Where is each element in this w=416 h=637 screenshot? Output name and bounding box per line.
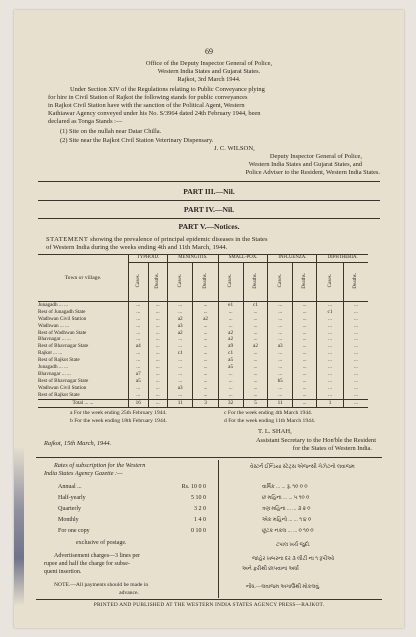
table-row	[38, 343, 368, 350]
payment-note: NOTE.—All payments should be made in	[54, 582, 149, 588]
value-cell: ...	[168, 378, 193, 385]
value-cell: ...	[148, 364, 168, 371]
value-cell: ...	[268, 330, 292, 337]
footnote: a For the week ending 25th February 1944.	[70, 410, 167, 416]
value-cell: a5	[129, 378, 149, 385]
value-cell: ...	[317, 392, 343, 399]
value-cell: ...	[218, 378, 243, 385]
value-cell: ...	[292, 330, 316, 337]
value-cell: ...	[317, 385, 343, 392]
value-cell: e1	[218, 301, 243, 308]
rate-label: For one copy	[58, 528, 90, 534]
value-cell: ...	[193, 364, 218, 371]
value-cell: c1	[243, 301, 268, 308]
value-cell: ...	[243, 336, 268, 343]
disease-header: SMALL-POX.	[218, 255, 268, 263]
town-cell: Junagadh ... ...	[38, 364, 129, 371]
office-line: Office of the Deputy Inspector General of Police,	[145, 60, 273, 67]
value-cell: ...	[218, 309, 243, 316]
value-cell: ...	[193, 330, 218, 337]
signatory-title: Police Adviser to the Resident, Western India States.	[245, 169, 380, 176]
town-cell: Wadhwan ... ...	[38, 323, 129, 330]
gujarati-line: એક મહિનો ... ... ૧ ૪ ૦	[262, 517, 312, 523]
disease-header: MENINGITIS.	[168, 255, 219, 263]
table-row	[38, 350, 368, 357]
signatory-name: J. C. WILSON,	[214, 145, 255, 152]
statement-lead: STATEMENT	[46, 236, 89, 243]
value-cell: ...	[129, 301, 149, 308]
rate-value: 1 4 0	[194, 517, 206, 523]
town-cell: Rest of Junagadh State	[38, 309, 129, 316]
value-cell: ...	[353, 329, 358, 336]
value-cell: ...	[353, 364, 358, 371]
value-cell: c1	[168, 350, 193, 357]
value-cell: ...	[193, 357, 218, 364]
value-cell: ...	[292, 343, 316, 350]
value-cell: a9	[218, 343, 243, 350]
table-row	[38, 301, 368, 308]
value-cell: ...	[243, 350, 268, 357]
gazette-page	[14, 10, 404, 628]
value-cell: ...	[243, 323, 268, 330]
part-four-heading: PART IV.—Nil.	[183, 205, 235, 214]
epidemic-table	[38, 254, 368, 408]
value-cell: ...	[243, 357, 268, 364]
footnote: c For the week ending 4th March 1944.	[224, 410, 313, 416]
table-body	[38, 301, 368, 399]
value-cell: ...	[148, 378, 168, 385]
value-cell: ...	[292, 323, 316, 330]
value-cell: ...	[292, 385, 316, 392]
deaths-subheader: Deaths.	[301, 272, 308, 289]
gujarati-line: નોંધ.—લવાજમ અગાઉથી મોકલવું.	[246, 584, 321, 590]
page-number: 69	[205, 47, 213, 56]
value-cell: ...	[353, 391, 358, 398]
advert-line: quent insertion.	[44, 569, 82, 575]
value-cell: ...	[353, 308, 358, 315]
signatory-title: Western India States and Gujarat States, and	[248, 161, 362, 168]
value-cell: ...	[129, 330, 149, 337]
value-cell: a3	[168, 385, 193, 392]
statement-sig-title: Assistant Secretary to the Hon'ble the Resident	[255, 437, 376, 444]
notice-line: for hire in Civil Station of Rajkot the following stands for public conveyances	[48, 94, 248, 101]
value-cell: ...	[168, 392, 193, 399]
value-cell: ...	[129, 357, 149, 364]
value-cell: ...	[317, 350, 343, 357]
value-cell: ...	[268, 350, 292, 357]
town-cell: Wadhwan Civil Station	[38, 316, 129, 323]
value-cell: ...	[129, 385, 149, 392]
notice-line: in Rajkot Civil Station have with the sanction of the Political Agent, Western	[48, 102, 245, 109]
value-cell: ...	[168, 336, 193, 343]
value-cell: a2	[218, 330, 243, 337]
divider	[38, 218, 380, 219]
value-cell: ...	[129, 309, 149, 316]
gujarati-line: જાહેર ખબરના દર ૩ લીટી ના ૧ રૂપીઓ	[252, 556, 335, 562]
notice-item: (2) Site near the Rajkot Civil Station Veterinary Dispensary.	[60, 137, 214, 144]
cases-subheader: Cases.	[227, 273, 234, 288]
divider	[38, 200, 380, 201]
value-cell: ...	[292, 350, 316, 357]
value-cell: ...	[129, 350, 149, 357]
cases-subheader: Cases.	[134, 273, 141, 288]
value-cell: ...	[148, 357, 168, 364]
total-cell: 5	[243, 399, 268, 407]
rate-label: Monthly	[58, 517, 79, 523]
value-cell: ...	[193, 309, 218, 316]
value-cell: ...	[193, 392, 218, 399]
notice-line: Kathiawar Agency conveyed under his No. S/3964 dated 24th February 1944, been	[48, 110, 261, 117]
value-cell: c1	[218, 350, 243, 357]
total-cell: 3	[193, 399, 218, 407]
notice-line: Under Section XIV of the Regulations relating to Public Conveyance plying	[70, 86, 265, 93]
value-cell: ...	[129, 316, 149, 323]
town-cell: Bhavnagar ... ...	[38, 336, 129, 343]
value-cell: ...	[317, 330, 343, 337]
value-cell: ...	[148, 330, 168, 337]
table-row	[38, 378, 368, 385]
statement-text: of Western India during the weeks ending 4th and 11th March, 1944.	[46, 244, 228, 251]
value-cell: ...	[317, 343, 343, 350]
value-cell: ...	[193, 336, 218, 343]
value-cell: ...	[268, 392, 292, 399]
value-cell: ...	[168, 301, 193, 308]
value-cell: a5	[218, 357, 243, 364]
total-cell: ...	[148, 399, 168, 407]
table-row	[38, 371, 368, 378]
total-cell: 1	[317, 399, 343, 407]
rate-label: Half-yearly	[58, 495, 86, 501]
value-cell: ...	[148, 309, 168, 316]
value-cell: ...	[148, 385, 168, 392]
table-row	[38, 385, 368, 392]
value-cell: ...	[353, 322, 358, 329]
value-cell: ...	[148, 336, 168, 343]
value-cell: a4	[129, 343, 149, 350]
ink-stain	[14, 446, 24, 606]
total-cell: 11	[268, 399, 292, 407]
value-cell: ...	[268, 301, 292, 308]
rates-title: Rates of subscription for the Western	[54, 462, 146, 469]
exclusive-note: exclusive of postage.	[76, 540, 127, 546]
printer-line: PRINTED AND PUBLISHED AT THE WESTERN INDIA STATES AGENCY PRESS—RAJKOT.	[93, 602, 325, 608]
rate-value: Rs. 10 0 0	[181, 484, 206, 490]
value-cell: ...	[193, 343, 218, 350]
value-cell: ...	[353, 315, 358, 322]
value-cell: ...	[268, 357, 292, 364]
town-cell: Rest of Rajkot State	[38, 357, 129, 364]
table-row	[38, 357, 368, 364]
value-cell: a3	[268, 343, 292, 350]
value-cell: ...	[129, 336, 149, 343]
value-cell: ...	[353, 350, 358, 357]
deaths-subheader: Deaths.	[352, 272, 359, 289]
value-cell: ...	[292, 378, 316, 385]
statement-intro	[46, 236, 268, 244]
rate-value: 5 10 0	[191, 495, 206, 501]
value-cell: ...	[243, 392, 268, 399]
value-cell: ...	[353, 377, 358, 384]
statement-place-date: Rajkot, 15th March, 1944.	[44, 440, 112, 447]
town-cell: Rest of Wadhwan State	[38, 330, 129, 337]
payment-note: advance.	[119, 590, 139, 596]
value-cell: ...	[292, 357, 316, 364]
town-cell: Bhavnagar ... ...	[38, 371, 129, 378]
value-cell: ...	[129, 364, 149, 371]
part-three-heading: PART III.—Nil.	[183, 187, 235, 196]
value-cell: ...	[268, 385, 292, 392]
rate-value: 0 10 0	[191, 528, 206, 534]
value-cell: ...	[148, 343, 168, 350]
value-cell: a2	[193, 316, 218, 323]
value-cell: ...	[353, 343, 358, 350]
value-cell: ...	[317, 378, 343, 385]
value-cell: ...	[317, 357, 343, 364]
value-cell: a2	[218, 336, 243, 343]
disease-header: INFLUENZA.	[268, 255, 317, 263]
total-cell: ...	[353, 399, 358, 406]
value-cell: ...	[193, 301, 218, 308]
value-cell: ...	[353, 357, 358, 364]
total-label: Total ... ...	[38, 399, 129, 407]
value-cell: ...	[268, 336, 292, 343]
rates-title: India States Agency Gazette :—	[44, 470, 123, 477]
value-cell: ...	[317, 323, 343, 330]
region-line: Western India States and Gujarat States.	[157, 68, 261, 75]
cases-subheader: Cases.	[176, 273, 183, 288]
gujarati-line: વાર્ષિક ... ... રૂ. ૧૦ ૦ ૦	[262, 484, 308, 490]
value-cell: c1	[317, 309, 343, 316]
value-cell: ...	[268, 371, 292, 378]
deaths-subheader: Deaths.	[154, 272, 161, 289]
value-cell: ...	[243, 371, 268, 378]
value-cell: ...	[292, 371, 316, 378]
deaths-subheader: Deaths.	[202, 272, 209, 289]
value-cell: ...	[193, 350, 218, 357]
value-cell: ...	[168, 364, 193, 371]
value-cell: ...	[168, 343, 193, 350]
value-cell: ...	[148, 392, 168, 399]
value-cell: ...	[268, 316, 292, 323]
value-cell: ...	[148, 371, 168, 378]
value-cell: ...	[243, 364, 268, 371]
value-cell: ...	[268, 364, 292, 371]
value-cell: ...	[268, 323, 292, 330]
footnote: d For the week ending 11th March 1944.	[224, 418, 316, 424]
town-cell: Rest of Bhavnagar State	[38, 378, 129, 385]
gujarati-line: ત્રણ મહિના ... ... ૩ ૨ ૦	[262, 506, 311, 512]
value-cell: a2	[168, 330, 193, 337]
value-cell: ...	[292, 301, 316, 308]
footnote: b For the week ending 18th February 1944.	[70, 418, 167, 424]
value-cell: ...	[243, 385, 268, 392]
value-cell: ...	[148, 316, 168, 323]
disease-header: TYPHOID.	[129, 255, 168, 263]
value-cell: ...	[193, 385, 218, 392]
value-cell: a2	[243, 343, 268, 350]
value-cell: ...	[317, 371, 343, 378]
town-cell: Junagadh ... ...	[38, 301, 129, 308]
table-row	[38, 309, 368, 316]
value-cell: ...	[168, 371, 193, 378]
column-divider	[218, 460, 219, 598]
value-cell: ...	[243, 330, 268, 337]
table-row	[38, 323, 368, 330]
value-cell: ...	[292, 316, 316, 323]
town-cell: Rest of Bhavnagar State	[38, 343, 129, 350]
gujarati-line: ટપાલ ખર્ચ જુદો.	[276, 542, 311, 548]
value-cell: ...	[243, 309, 268, 316]
value-cell: ...	[317, 301, 343, 308]
value-cell: ...	[129, 392, 149, 399]
value-cell: a7	[129, 371, 149, 378]
advert-line: rupee and half the charge for subse-	[44, 561, 130, 567]
disease-header: DIPHTHERIA.	[317, 255, 368, 263]
value-cell: ...	[148, 350, 168, 357]
value-cell: ...	[168, 309, 193, 316]
notice-line: declared as Tonga Stands :—	[48, 118, 123, 125]
statement-signatory: T. L. SHAH,	[258, 428, 292, 435]
value-cell: ...	[292, 309, 316, 316]
value-cell: ...	[353, 301, 358, 308]
signatory-title: Deputy Inspector General of Police,	[269, 153, 362, 160]
value-cell: ...	[317, 316, 343, 323]
value-cell: ...	[268, 309, 292, 316]
town-cell: Rest of Rajkot State	[38, 392, 129, 399]
value-cell: ...	[148, 323, 168, 330]
value-cell: ...	[243, 316, 268, 323]
town-header: Town or village.	[38, 255, 129, 302]
town-cell: Wadhwan Civil Station	[38, 385, 129, 392]
value-cell: ...	[243, 378, 268, 385]
divider	[38, 181, 380, 182]
part-five-heading: PART V.—Notices.	[178, 222, 240, 231]
table-row	[38, 316, 368, 323]
value-cell: ...	[193, 371, 218, 378]
value-cell: ...	[218, 323, 243, 330]
statement-text: showing the prevalence of principal epidemic diseases in the States	[90, 236, 268, 243]
total-cell: 11	[168, 399, 193, 407]
gujarati-line: છ મહિના ... ... ૫ ૧૦ ૦	[262, 495, 310, 501]
rate-label: Annual ...	[58, 484, 82, 490]
value-cell: ...	[168, 357, 193, 364]
gujarati-line: છૂટક નકલ ... ... ૦ ૧૦ ૦	[262, 528, 314, 534]
value-cell: ...	[218, 392, 243, 399]
town-cell: Rajkot ... ...	[38, 350, 129, 357]
total-row	[38, 399, 368, 407]
table-row	[38, 392, 368, 399]
value-cell: ...	[148, 301, 168, 308]
value-cell: ...	[353, 384, 358, 391]
advert-line: Advertisement charges—3 lines per	[54, 553, 141, 559]
notice-item: (1) Site on the nullah near Datar Chilla.	[60, 128, 162, 135]
table-row	[38, 364, 368, 371]
statement-sig-title: for the States of Western India.	[292, 445, 372, 452]
total-cell: ...	[292, 399, 316, 407]
cases-subheader: Cases.	[326, 273, 333, 288]
value-cell: ...	[353, 370, 358, 377]
divider	[36, 599, 382, 600]
cases-subheader: Cases.	[276, 273, 283, 288]
value-cell: ...	[193, 378, 218, 385]
table-row	[38, 330, 368, 337]
value-cell: ...	[218, 371, 243, 378]
value-cell: a3	[168, 323, 193, 330]
rate-label: Quarterly	[58, 506, 81, 512]
value-cell: ...	[353, 336, 358, 343]
gujarati-line: વેસ્ટર્ન ઈન્ડિયા સ્ટેટ્સ એજન્સી ગેઝેટનો લવાજમ	[250, 464, 355, 470]
value-cell: ...	[218, 316, 243, 323]
divider	[36, 457, 382, 458]
total-cell: 32	[218, 399, 243, 407]
value-cell: ...	[317, 364, 343, 371]
value-cell: ...	[129, 323, 149, 330]
value-cell: ...	[317, 336, 343, 343]
value-cell: ...	[218, 385, 243, 392]
value-cell: a5	[218, 364, 243, 371]
value-cell: ...	[292, 364, 316, 371]
place-date: Rajkot, 3rd March 1944.	[177, 76, 241, 83]
total-cell: 16	[129, 399, 149, 407]
value-cell: ...	[292, 392, 316, 399]
gujarati-line: અને ફરીથી છાપવાના અર્ધા	[242, 566, 299, 572]
rate-value: 3 2 0	[194, 506, 206, 512]
value-cell: a2	[168, 316, 193, 323]
value-cell: ...	[292, 336, 316, 343]
deaths-subheader: Deaths.	[252, 272, 259, 289]
value-cell: b5	[268, 378, 292, 385]
value-cell: ...	[193, 323, 218, 330]
